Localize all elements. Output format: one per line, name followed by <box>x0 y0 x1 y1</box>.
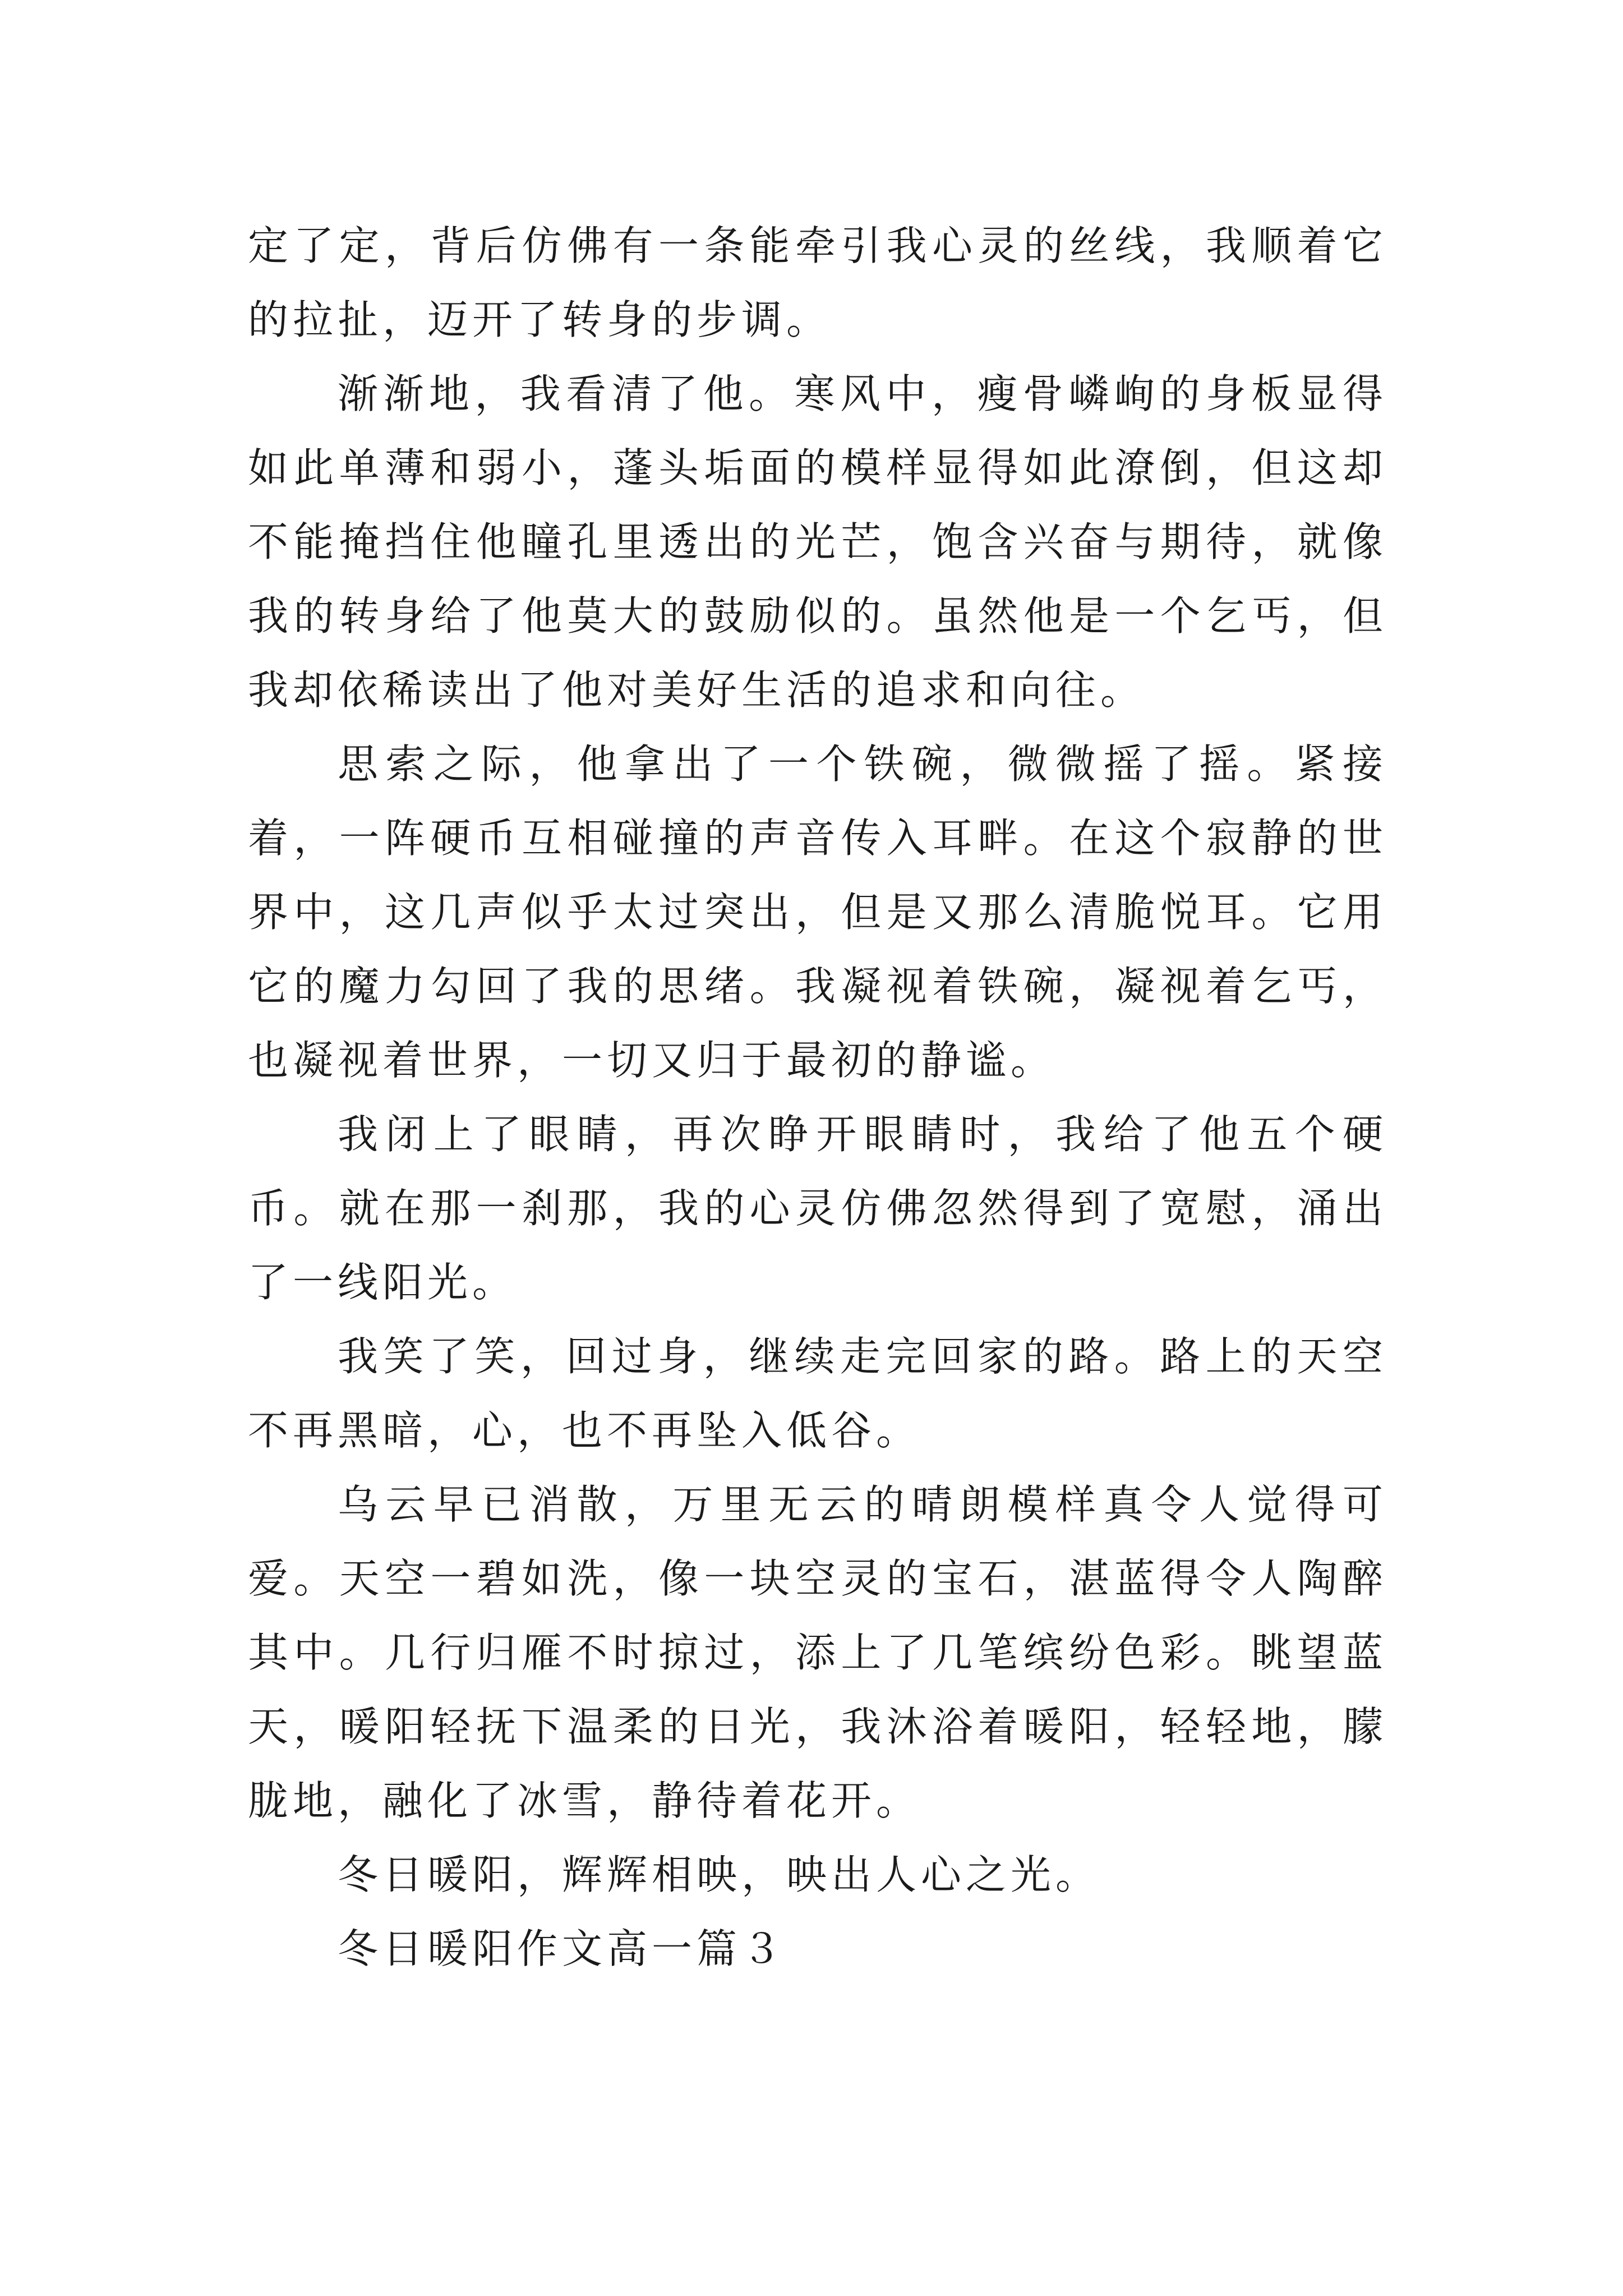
paragraph-4: 我闭上了眼睛，再次睁开眼睛时，我给了他五个硬币。就在那一刹那，我的心灵仿佛忽然得到了宽慰，涌出了一线阳光。 <box>248 1111 1387 1306</box>
paragraph-7: 冬日暖阳，辉辉相映，映出人心之光。 <box>338 1851 1101 1898</box>
paragraph-2: 渐渐地，我看清了他。寒风中，瘦骨嶙峋的身板显得如此单薄和弱小，蓬头垢面的模样显得如此潦倒，但这却不能掩挡住他瞳孔里透出的光芒，饱含兴奋与期待，就像我的转身给了他莫大的鼓励似的。虽然他是一个乞丐，但我却依稀读出了他对美好生活的追求和向往。 <box>248 370 1387 714</box>
section-heading: 冬日暖阳作文高一篇３ <box>338 1925 787 1972</box>
essay-body <box>248 209 1387 1986</box>
paragraph-6: 乌云早已消散，万里无云的晴朗模样真令人觉得可爱。天空一碧如洗，像一块空灵的宝石，湛蓝得令人陶醉其中。几行归雁不时掠过，添上了几笔缤纷色彩。眺望蓝天，暖阳轻抚下温柔的日光，我沐浴着暖阳，轻轻地，朦胧地，融化了冰雪，静待着花开。 <box>248 1481 1387 1824</box>
paragraph-1: 定了定，背后仿佛有一条能牵引我心灵的丝线，我顺着它的拉扯，迈开了转身的步调。 <box>248 222 1387 343</box>
paragraph-3: 思索之际，他拿出了一个铁碗，微微摇了摇。紧接着，一阵硬币互相碰撞的声音传入耳畔。在这个寂静的世界中，这几声似乎太过突出，但是又那么清脆悦耳。它用它的魔力勾回了我的思绪。我凝视着铁碗，凝视着乞丐，也凝视着世界，一切又归于最初的静谧。 <box>248 740 1387 1084</box>
paragraph-5: 我笑了笑，回过身，继续走完回家的路。路上的天空不再黑暗，心，也不再坠入低谷。 <box>248 1333 1387 1454</box>
